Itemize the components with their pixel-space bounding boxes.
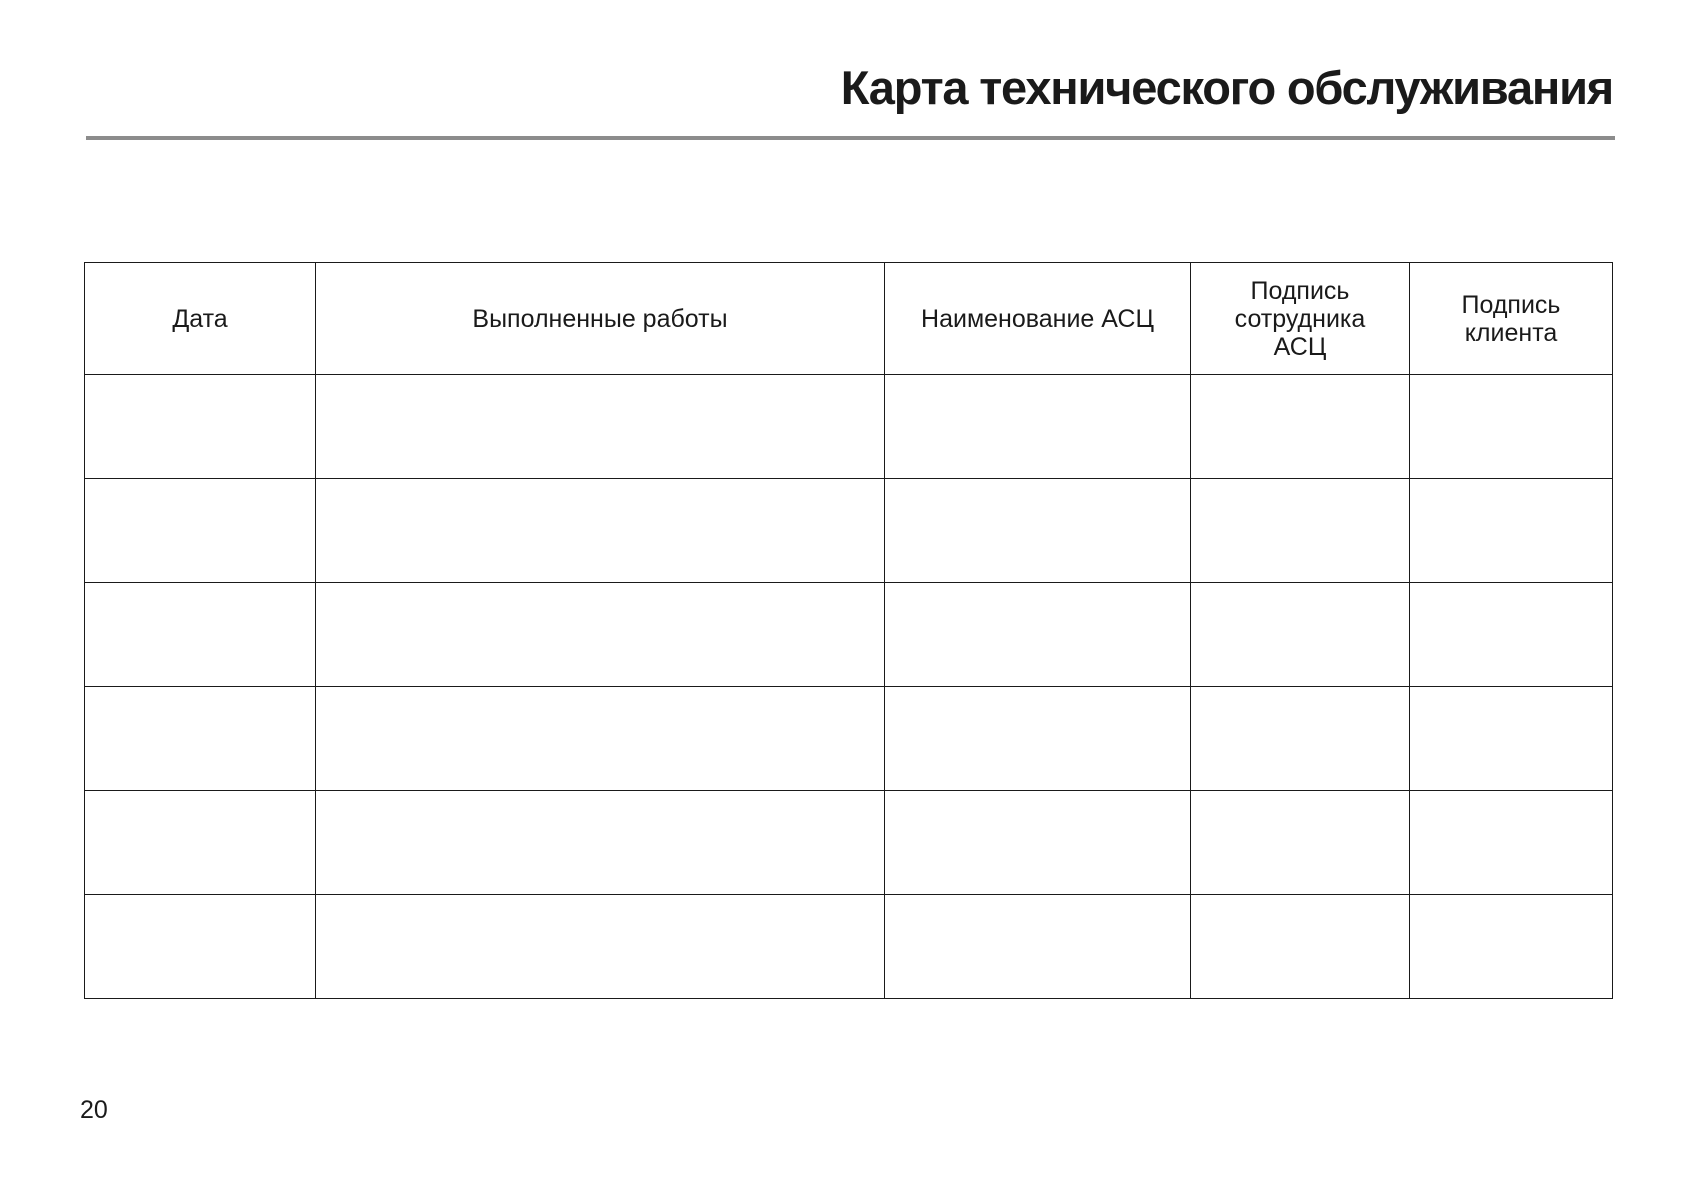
center-name-cell[interactable] — [885, 479, 1191, 583]
maintenance-table — [84, 262, 1613, 999]
center-name-cell[interactable] — [885, 375, 1191, 479]
date-cell[interactable] — [85, 791, 316, 895]
works-cell[interactable] — [316, 375, 885, 479]
table-row — [85, 895, 1613, 999]
client-signature-cell[interactable] — [1410, 375, 1613, 479]
client-signature-cell[interactable] — [1410, 895, 1613, 999]
page-number: 20 — [80, 1096, 108, 1124]
works-cell[interactable] — [316, 791, 885, 895]
staff-signature-cell[interactable] — [1191, 375, 1410, 479]
title-divider — [86, 136, 1615, 140]
header-client-signature-line: Подпись — [1461, 290, 1561, 319]
header-staff-signature-line: сотрудника — [1234, 304, 1366, 333]
works-cell[interactable] — [316, 895, 885, 999]
client-signature-cell[interactable] — [1410, 583, 1613, 687]
header-staff-signature-line: АСЦ — [1273, 332, 1327, 361]
staff-signature-cell[interactable] — [1191, 687, 1410, 791]
center-name-cell[interactable] — [885, 583, 1191, 687]
client-signature-cell[interactable] — [1410, 479, 1613, 583]
header-works — [316, 263, 885, 375]
date-cell[interactable] — [85, 375, 316, 479]
center-name-cell[interactable] — [885, 895, 1191, 999]
header-client-signature-line: клиента — [1464, 318, 1558, 347]
date-cell[interactable] — [85, 583, 316, 687]
header-date-label: Дата — [172, 304, 228, 333]
staff-signature-cell[interactable] — [1191, 479, 1410, 583]
page-title: Карта технического обслуживания — [840, 61, 1613, 114]
works-cell[interactable] — [316, 583, 885, 687]
table-row — [85, 791, 1613, 895]
date-cell[interactable] — [85, 479, 316, 583]
table-row — [85, 375, 1613, 479]
staff-signature-cell[interactable] — [1191, 895, 1410, 999]
header-staff-signature-line: Подпись — [1250, 276, 1350, 305]
staff-signature-cell[interactable] — [1191, 583, 1410, 687]
client-signature-cell[interactable] — [1410, 687, 1613, 791]
center-name-cell[interactable] — [885, 687, 1191, 791]
header-center-name-label: Наименование АСЦ — [921, 304, 1154, 333]
header-center-name — [885, 263, 1191, 375]
works-cell[interactable] — [316, 479, 885, 583]
works-cell[interactable] — [316, 687, 885, 791]
table-row — [85, 583, 1613, 687]
client-signature-cell[interactable] — [1410, 791, 1613, 895]
header-client-signature — [1410, 263, 1613, 375]
table-row — [85, 687, 1613, 791]
date-cell[interactable] — [85, 687, 316, 791]
staff-signature-cell[interactable] — [1191, 791, 1410, 895]
header-staff-signature — [1191, 263, 1410, 375]
center-name-cell[interactable] — [885, 791, 1191, 895]
table-row — [85, 479, 1613, 583]
table-header-row — [85, 263, 1613, 375]
date-cell[interactable] — [85, 895, 316, 999]
header-works-label: Выполненные работы — [472, 304, 728, 333]
header-date — [85, 263, 316, 375]
table-body — [85, 375, 1613, 999]
